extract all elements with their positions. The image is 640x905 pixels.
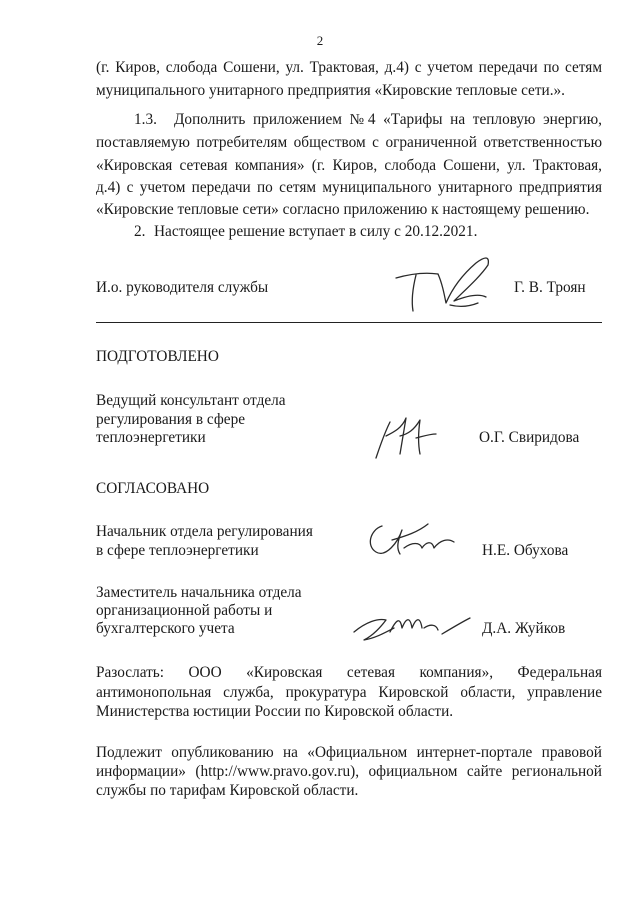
agreed-person-2-position-line-2: организационной работы и xyxy=(96,602,273,619)
agreed-heading: СОГЛАСОВАНО xyxy=(96,480,210,497)
prepared-heading: ПОДГОТОВЛЕНО xyxy=(96,348,219,365)
publication-line-2: информации» (http://www.pravo.gov.ru), официальном сайте региональной xyxy=(96,763,602,780)
prepared-position-line-1: Ведущий консультант отдела xyxy=(96,392,286,409)
item-2-number: 2. xyxy=(134,223,146,240)
publication-line-3: службы по тарифам Кировской области. xyxy=(96,782,359,799)
item-1-3-line-4: д.4) с учетом передачи по сетям муниципального унитарного предприятия xyxy=(96,179,602,196)
agreed-person-2-signature xyxy=(346,602,476,647)
agreed-person-2-position-line-1: Заместитель начальника отдела xyxy=(96,584,302,601)
head-name: Г. В. Троян xyxy=(514,279,586,296)
head-position: И.о. руководителя службы xyxy=(96,279,269,296)
distribution-line-1: Разослать: ООО «Кировская сетевая компания», Федеральная xyxy=(96,664,602,681)
item-1-3-line-3: «Кировская сетевая компания» (г. Киров, слобода Сошени, ул. Трактовая, xyxy=(96,157,602,174)
page-number: 2 xyxy=(316,33,324,48)
head-signature xyxy=(380,245,500,320)
prepared-name: О.Г. Свиридова xyxy=(479,429,580,446)
agreed-person-1-position-line-1: Начальник отдела регулирования xyxy=(96,523,313,540)
signature-divider xyxy=(96,322,602,323)
agreed-person-1-signature xyxy=(362,512,462,562)
agreed-person-1-name: Н.Е. Обухова xyxy=(482,542,569,559)
prepared-position-line-3: теплоэнергетики xyxy=(96,429,206,446)
prepared-position-line-2: регулирования в сфере xyxy=(96,411,246,428)
publication-line-1: Подлежит опубликованию на «Официальном интернет-портале правовой xyxy=(96,744,602,761)
item-1-3-line-1: Дополнить приложением №4 «Тарифы на тепловую энергию, xyxy=(174,111,602,128)
agreed-person-2-position-line-3: бухгалтерского учета xyxy=(96,620,235,637)
prepared-signature xyxy=(366,406,446,466)
item-2-text: Настоящее решение вступает в силу с 20.12.2021. xyxy=(154,223,478,240)
item-1-3-line-2: поставляемую потребителям обществом с ограниченной ответственностью xyxy=(96,134,602,151)
agreed-person-2-name: Д.А. Жуйков xyxy=(482,620,566,637)
intro-line-1: (г. Киров, слобода Сошени, ул. Трактовая, д.4) с учетом передачи по сетям xyxy=(96,59,602,76)
distribution-line-3: Министерства юстиции России по Кировской области. xyxy=(96,703,454,720)
item-1-3-line-5: «Кировские тепловые сети» согласно приложению к настоящему решению. xyxy=(96,201,590,218)
distribution-line-2: антимонопольная служба, прокуратура Кировской области, управление xyxy=(96,684,602,701)
item-1-3-number: 1.3. xyxy=(134,111,157,128)
agreed-person-1-position-line-2: в сфере теплоэнергетики xyxy=(96,542,259,559)
intro-line-2: муниципального унитарного предприятия «Кировские тепловые сети.». xyxy=(96,82,565,99)
